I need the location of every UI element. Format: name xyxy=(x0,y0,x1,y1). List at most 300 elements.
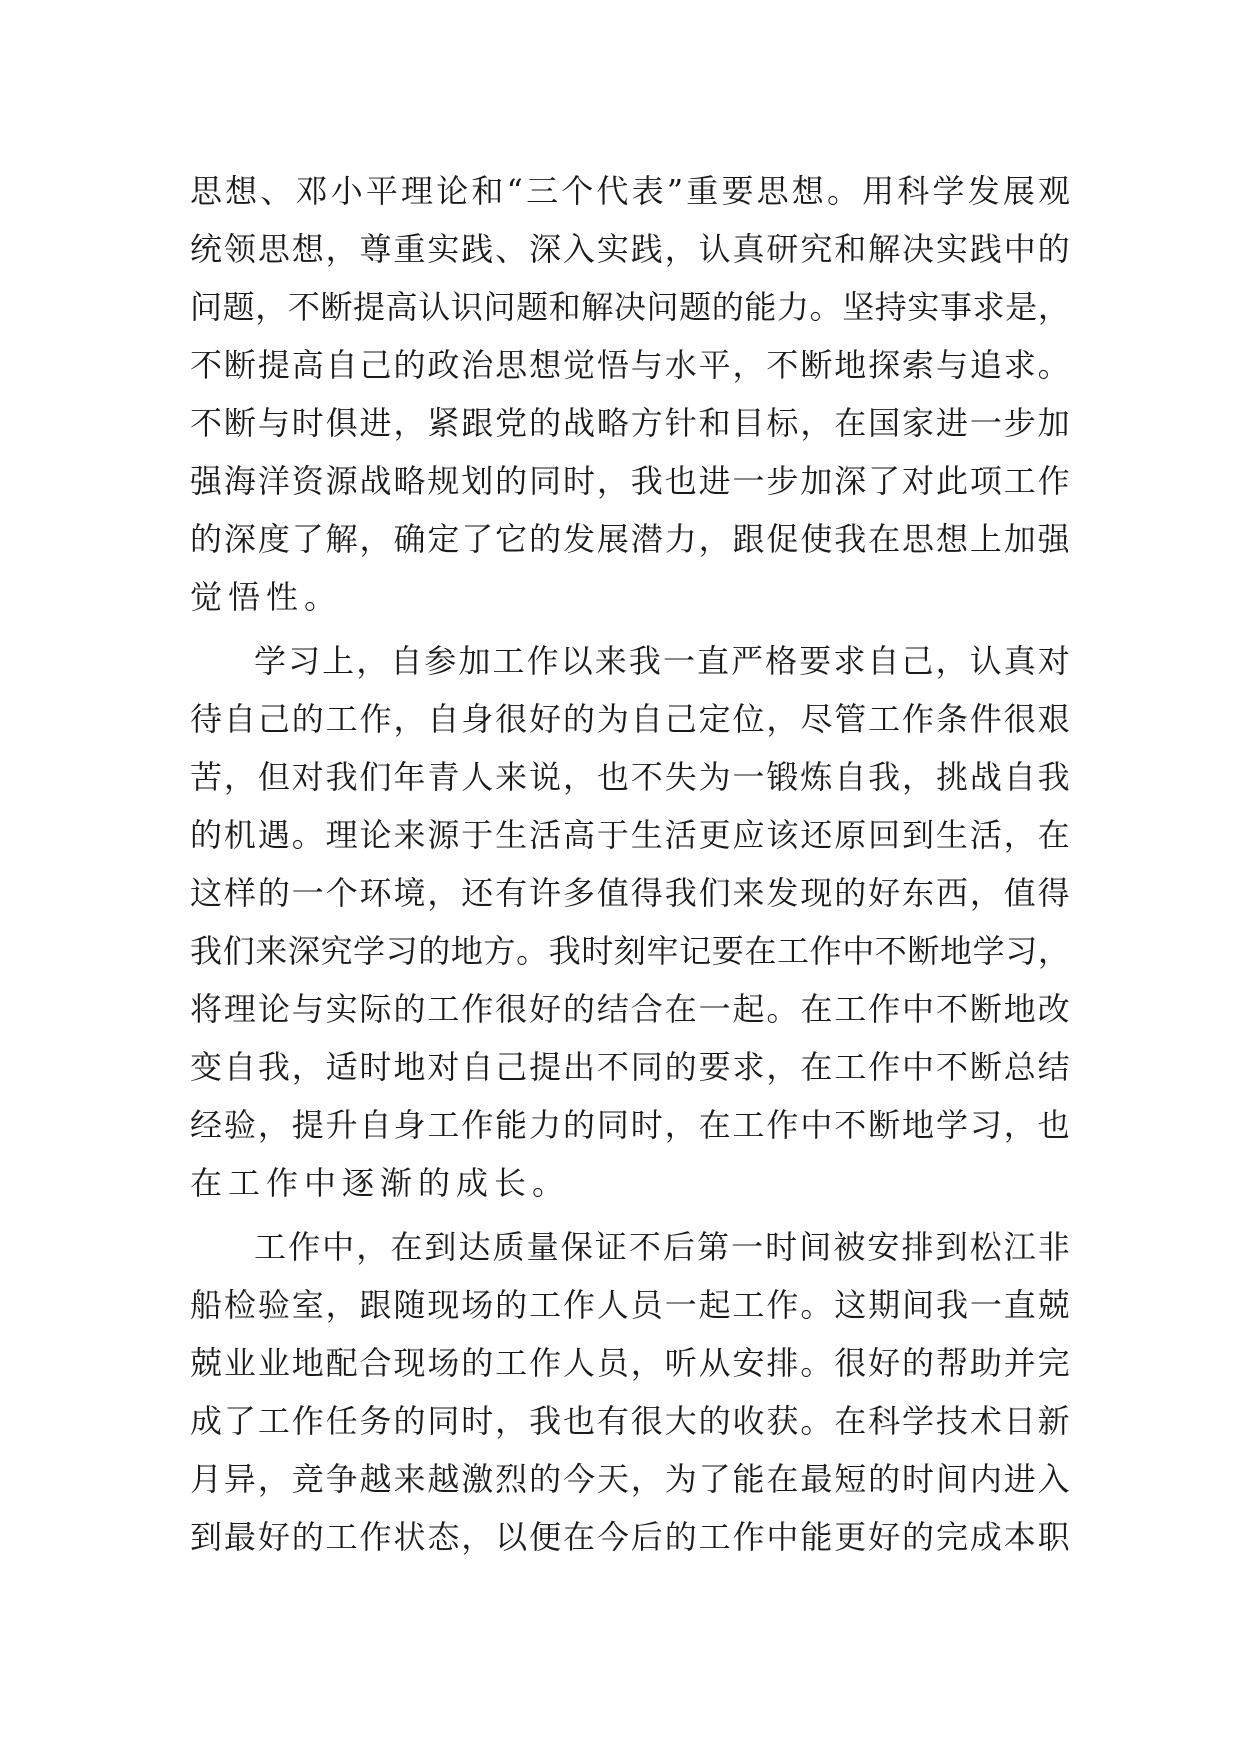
text-char: 期 xyxy=(868,1286,901,1324)
text-char: 学 xyxy=(902,1402,935,1440)
text-char: ， xyxy=(356,642,389,680)
text-char: 此 xyxy=(935,462,968,500)
text-char: 新 xyxy=(1037,1402,1070,1440)
text-char: 认 xyxy=(418,288,451,326)
text-char: 不 xyxy=(766,346,799,384)
text-char: 实 xyxy=(907,288,940,326)
text-char: 位 xyxy=(732,700,765,738)
text-char: 理 xyxy=(223,990,256,1028)
text-char: 工 xyxy=(834,1048,867,1086)
text-char: 待 xyxy=(190,700,223,738)
text-char: 改 xyxy=(1037,990,1070,1028)
text-char: 于 xyxy=(596,816,629,854)
text-char: 实 xyxy=(325,990,358,1028)
text-char: 中 xyxy=(322,1228,355,1266)
text-char: 获 xyxy=(766,1402,799,1440)
text-char: 我 xyxy=(548,932,581,970)
text-char: 论 xyxy=(359,816,392,854)
text-char: 思 xyxy=(257,230,290,268)
text-char: 现 xyxy=(393,1344,426,1382)
text-char: 提 xyxy=(353,288,386,326)
text-char: 和 xyxy=(471,172,504,210)
text-char: 和 xyxy=(698,404,731,442)
text-char: 中 xyxy=(1003,230,1036,268)
text-char: 不 xyxy=(834,1106,867,1144)
text-char: 来 xyxy=(594,642,627,680)
text-char: 完 xyxy=(935,1518,968,1556)
text-char: ， xyxy=(356,1228,389,1266)
text-char: ， xyxy=(664,1106,697,1144)
text-char: 思 xyxy=(902,520,935,558)
text-char: 到 xyxy=(190,1518,223,1556)
text-char: 不 xyxy=(596,1048,629,1086)
text-char: 尽 xyxy=(800,700,833,738)
text-char: 不 xyxy=(190,346,223,384)
text-char: 很 xyxy=(834,1344,867,1382)
text-char: 思 xyxy=(756,172,789,210)
text-char: 好 xyxy=(868,1518,901,1556)
text-char: 决 xyxy=(902,230,935,268)
text-char: 这 xyxy=(190,874,223,912)
text-char: 在 xyxy=(1037,816,1070,854)
text-char: 的 xyxy=(393,990,426,1028)
text-char: 地 xyxy=(940,932,973,970)
text-char: 环 xyxy=(359,874,392,912)
text-char: ， xyxy=(461,1518,494,1556)
text-char: 是 xyxy=(1005,288,1038,326)
text-char: 们 xyxy=(222,932,255,970)
text-char: 在 xyxy=(800,990,833,1028)
text-char: 中 xyxy=(800,1106,833,1144)
text-char: 规 xyxy=(427,462,460,500)
text-char: 任 xyxy=(325,1402,358,1440)
text-char: 锻 xyxy=(766,758,799,796)
text-char: 究 xyxy=(800,230,833,268)
text-char: 内 xyxy=(969,1460,1002,1498)
text-line xyxy=(190,1276,1070,1334)
text-char: 思 xyxy=(495,346,528,384)
text-char: 兢 xyxy=(190,1344,223,1382)
text-char: 境 xyxy=(393,874,426,912)
text-char: 人 xyxy=(596,1286,629,1324)
text-char: 的 xyxy=(291,700,324,738)
text-char: 它 xyxy=(495,520,528,558)
text-char: ， xyxy=(766,700,799,738)
text-char: 使 xyxy=(800,520,833,558)
text-char: 问 xyxy=(190,288,223,326)
text-char: 条 xyxy=(935,700,968,738)
text-char: 习 xyxy=(1005,932,1038,970)
text-char: 洋 xyxy=(257,462,290,500)
text-char: 。 xyxy=(809,288,842,326)
text-char: 更 xyxy=(834,1518,867,1556)
text-char: 很 xyxy=(1003,700,1036,738)
text-char: 索 xyxy=(902,346,935,384)
text-char: 工 xyxy=(325,700,358,738)
text-char: 在 xyxy=(698,1106,731,1144)
text-char: 的 xyxy=(257,874,290,912)
text-char: 时 xyxy=(461,1402,494,1440)
text-char: 真 xyxy=(1003,642,1036,680)
text-char: 平 xyxy=(365,172,398,210)
text-char: 对 xyxy=(427,1048,460,1086)
text-char: 时 xyxy=(581,932,614,970)
text-char: 年 xyxy=(393,758,426,796)
text-char: 被 xyxy=(833,1228,866,1266)
text-char: 与 xyxy=(935,346,968,384)
text-char: 自 xyxy=(223,700,256,738)
text-char: 我 xyxy=(1037,758,1070,796)
text-line xyxy=(190,394,1070,452)
text-char: 地 xyxy=(834,346,867,384)
text-char: 想 xyxy=(935,520,968,558)
text-char: 我 xyxy=(935,1286,968,1324)
text-char: 一 xyxy=(969,404,1002,442)
text-char: ， xyxy=(359,520,392,558)
text-char: 题 xyxy=(679,288,712,326)
text-char: 。 xyxy=(291,816,324,854)
text-char: 持 xyxy=(874,288,907,326)
text-char: 战 xyxy=(562,404,595,442)
text-char: 高 xyxy=(385,288,418,326)
text-char: 们 xyxy=(359,758,392,796)
text-char: 战 xyxy=(969,758,1002,796)
text-char: 断 xyxy=(800,346,833,384)
text-char: 加 xyxy=(1037,404,1070,442)
text-char: 不 xyxy=(287,288,320,326)
text-char: 作 xyxy=(526,642,559,680)
text-char: 格 xyxy=(765,642,798,680)
text-char: 生 xyxy=(630,816,663,854)
text-char: 一 xyxy=(731,1228,764,1266)
text-char: 总 xyxy=(1003,1048,1036,1086)
text-char: 烈 xyxy=(495,1460,528,1498)
text-char: 对 xyxy=(902,462,935,500)
text-char: 态 xyxy=(427,1518,460,1556)
text-char: 。 xyxy=(1037,346,1070,384)
text-char: 定 xyxy=(427,520,460,558)
text-char: 自 xyxy=(427,700,460,738)
text-char: 进 xyxy=(935,404,968,442)
text-char: 践 xyxy=(969,230,1002,268)
text-line xyxy=(190,864,1070,922)
text-char: 不 xyxy=(874,932,907,970)
text-char: 了 xyxy=(291,520,324,558)
text-char: 工 xyxy=(495,1344,528,1382)
text-char: 的 xyxy=(562,700,595,738)
text-char: 的 xyxy=(529,520,562,558)
text-char: 说 xyxy=(529,758,562,796)
text-char: 际 xyxy=(359,990,392,1028)
text-char: ， xyxy=(393,700,426,738)
text-char: 中 xyxy=(842,932,875,970)
text-char: 的 xyxy=(190,816,223,854)
text-char: 代 xyxy=(596,172,629,210)
text-char: 工 xyxy=(698,1518,731,1556)
text-char: 展 xyxy=(596,520,629,558)
text-char: 地 xyxy=(450,932,483,970)
text-char: 的 xyxy=(562,990,595,1028)
text-char: 在 xyxy=(800,1048,833,1086)
text-char: 三 xyxy=(526,172,559,210)
text-char: 排 xyxy=(766,1344,799,1382)
text-char: 更 xyxy=(698,816,731,854)
text-char: 理 xyxy=(325,816,358,854)
text-char: 的 xyxy=(529,404,562,442)
text-char: 略 xyxy=(393,462,426,500)
text-char: 学 xyxy=(972,932,1005,970)
text-char: 要 xyxy=(721,172,754,210)
text-char: ， xyxy=(223,758,256,796)
text-char: 为 xyxy=(664,1460,697,1498)
text-char: ， xyxy=(630,1460,663,1498)
text-char: 我 xyxy=(190,932,223,970)
text-char: 同 xyxy=(529,462,562,500)
text-char: 理 xyxy=(401,172,434,210)
text-char: 解 xyxy=(868,230,901,268)
text-char: 结 xyxy=(596,990,629,1028)
text-char: 我 xyxy=(630,462,663,500)
text-char: 作 xyxy=(868,990,901,1028)
text-char: 合 xyxy=(359,1344,392,1382)
text-char: 以 xyxy=(560,642,593,680)
text-char: 。 xyxy=(800,1286,833,1324)
text-char: 思 xyxy=(190,172,223,210)
text-char: 今 xyxy=(562,1460,595,1498)
text-char: 工 xyxy=(427,990,460,1028)
text-line xyxy=(190,632,1070,690)
text-char: 时 xyxy=(765,1228,798,1266)
text-char: 作 xyxy=(461,1106,494,1144)
text-char: 领 xyxy=(223,230,256,268)
text-char: 好 xyxy=(868,874,901,912)
text-char: 争 xyxy=(325,1460,358,1498)
text-char: 东 xyxy=(902,874,935,912)
text-char: 统 xyxy=(190,230,223,268)
text-char: 我 xyxy=(868,758,901,796)
text-char: 的 xyxy=(529,1460,562,1498)
text-char: 检 xyxy=(223,1286,256,1324)
text-char: ， xyxy=(698,520,731,558)
text-char: 实 xyxy=(935,230,968,268)
text-char: 我 xyxy=(628,642,661,680)
text-char: 场 xyxy=(427,1344,460,1382)
text-char: 政 xyxy=(427,346,460,384)
text-char: 状 xyxy=(393,1518,426,1556)
text-char: 追 xyxy=(969,346,1002,384)
text-char: 问 xyxy=(483,288,516,326)
text-char: 自 xyxy=(461,1048,494,1086)
text-char: 工 xyxy=(492,642,525,680)
text-char: 展 xyxy=(1002,172,1035,210)
text-char: 坚 xyxy=(842,288,875,326)
text-char: 工 xyxy=(427,1106,460,1144)
text-char: 术 xyxy=(969,1402,1002,1440)
text-char: ， xyxy=(255,288,288,326)
text-char: 短 xyxy=(834,1460,867,1498)
text-char: 日 xyxy=(1003,1402,1036,1440)
text-char: 个 xyxy=(325,874,358,912)
text-char: ， xyxy=(495,1402,528,1440)
text-char: 间 xyxy=(902,1286,935,1324)
text-char: 直 xyxy=(697,642,730,680)
text-char: 提 xyxy=(291,1106,324,1144)
text-char: 不 xyxy=(630,758,663,796)
text-char: 与 xyxy=(630,346,663,384)
text-char: 人 xyxy=(461,758,494,796)
text-char: 刻 xyxy=(613,932,646,970)
text-char: 非 xyxy=(1037,1228,1070,1266)
text-char: 习 xyxy=(288,642,321,680)
text-char: 有 xyxy=(495,874,528,912)
text-char: 作 xyxy=(359,1518,392,1556)
text-char: 了 xyxy=(868,462,901,500)
text-char: 的 xyxy=(562,1106,595,1144)
text-char: ， xyxy=(393,404,426,442)
text-char: 一 xyxy=(732,758,765,796)
text-char: 最 xyxy=(800,1460,833,1498)
text-char: 在 xyxy=(664,990,697,1028)
text-char: 来 xyxy=(393,816,426,854)
text-char: 想 xyxy=(791,172,824,210)
text-char: 们 xyxy=(698,874,731,912)
text-char: 的 xyxy=(461,1344,494,1382)
text-char: 到 xyxy=(902,816,935,854)
text-char: 跟 xyxy=(732,520,765,558)
text-char: 后 xyxy=(630,1518,663,1556)
text-char: 己 xyxy=(495,1048,528,1086)
text-char: 我 xyxy=(257,1048,290,1086)
text-char: 标 xyxy=(766,404,799,442)
text-char: 应 xyxy=(732,816,765,854)
text-char: 断 xyxy=(868,1106,901,1144)
text-char: 工 xyxy=(834,990,867,1028)
text-char: 重 xyxy=(393,230,426,268)
text-char: 了 xyxy=(223,1402,256,1440)
text-char: 提 xyxy=(257,346,290,384)
text-char: 管 xyxy=(834,700,867,738)
text-char: 越 xyxy=(359,1460,392,1498)
text-char: 月 xyxy=(190,1460,223,1498)
text-char: 学 xyxy=(935,1106,968,1144)
text-char: 青 xyxy=(427,758,460,796)
text-char: 地 xyxy=(1003,990,1036,1028)
text-char: 的 xyxy=(495,1286,528,1324)
text-char: 跟 xyxy=(359,1286,392,1324)
text-char: 我 xyxy=(664,874,697,912)
text-char: 作 xyxy=(461,990,494,1028)
text-char: 深 xyxy=(834,462,867,500)
text-char: 求 xyxy=(1003,346,1036,384)
text-char: 许 xyxy=(529,874,562,912)
text-line: 觉悟性。 xyxy=(190,578,343,616)
text-char: 现 xyxy=(427,1286,460,1324)
text-char: 也 xyxy=(664,462,697,500)
text-line xyxy=(190,1450,1070,1508)
text-char: 将 xyxy=(190,990,223,1028)
text-char: 我 xyxy=(834,520,867,558)
text-char: 经 xyxy=(190,1106,223,1144)
text-char: 随 xyxy=(393,1286,426,1324)
text-line xyxy=(190,1508,1070,1566)
text-char: 好 xyxy=(257,1518,290,1556)
text-char: 变 xyxy=(190,1048,223,1086)
text-char: 家 xyxy=(902,404,935,442)
text-char: 一 xyxy=(969,1286,1002,1324)
text-char: 参 xyxy=(424,642,457,680)
text-char: 结 xyxy=(1037,1048,1070,1086)
text-char: 党 xyxy=(495,404,528,442)
text-char: 出 xyxy=(562,1048,595,1086)
text-char: 在 xyxy=(744,932,777,970)
text-char: 的 xyxy=(834,874,867,912)
text-char: 安 xyxy=(732,1344,765,1382)
text-char: 解 xyxy=(581,288,614,326)
text-char: 进 xyxy=(1003,1460,1036,1498)
text-char: 自 xyxy=(325,346,358,384)
text-char: 很 xyxy=(630,1402,663,1440)
text-char: 身 xyxy=(461,700,494,738)
text-char: 断 xyxy=(320,288,353,326)
text-char: 天 xyxy=(596,1460,629,1498)
text-char: 断 xyxy=(907,932,940,970)
text-char: 严 xyxy=(731,642,764,680)
text-char: 生 xyxy=(495,816,528,854)
text-char: 同 xyxy=(596,1106,629,1144)
text-char: ， xyxy=(257,1106,290,1144)
text-char: 时 xyxy=(630,1106,663,1144)
text-char: 上 xyxy=(969,520,1002,558)
text-char: 题 xyxy=(222,288,255,326)
text-char: 和 xyxy=(834,230,867,268)
text-char: 工 xyxy=(254,1228,287,1266)
text-char: 能 xyxy=(800,1518,833,1556)
text-char: ， xyxy=(664,230,697,268)
text-line xyxy=(190,690,1070,748)
text-char: 帮 xyxy=(935,1344,968,1382)
text-char: 提 xyxy=(529,1048,562,1086)
text-char: 一 xyxy=(732,462,765,500)
text-char: 力 xyxy=(776,288,809,326)
text-char: 深 xyxy=(223,520,256,558)
text-char: 不 xyxy=(628,1228,661,1266)
text-char: 工 xyxy=(732,1106,765,1144)
text-char: 时 xyxy=(562,462,595,500)
text-char: 的 xyxy=(698,1402,731,1440)
text-char: 究 xyxy=(320,932,353,970)
text-char: 便 xyxy=(529,1518,562,1556)
text-char: ， xyxy=(562,758,595,796)
text-line xyxy=(190,1096,1070,1154)
text-char: 该 xyxy=(766,816,799,854)
text-char: 国 xyxy=(868,404,901,442)
text-char: 事 xyxy=(940,288,973,326)
text-char: 的 xyxy=(664,1048,697,1086)
text-char: 的 xyxy=(393,346,426,384)
text-char: 深 xyxy=(287,932,320,970)
text-line xyxy=(190,220,1070,278)
text-char: 断 xyxy=(969,990,1002,1028)
text-char: 到 xyxy=(424,1228,457,1266)
text-char: 在 xyxy=(834,404,867,442)
text-char: 得 xyxy=(1037,874,1070,912)
text-char: 的 xyxy=(495,462,528,500)
text-char: 兢 xyxy=(1037,1286,1070,1324)
text-char: 地 xyxy=(393,1048,426,1086)
text-char: 成 xyxy=(190,1402,223,1440)
text-char: 工 xyxy=(325,1518,358,1556)
text-char: ， xyxy=(800,404,833,442)
